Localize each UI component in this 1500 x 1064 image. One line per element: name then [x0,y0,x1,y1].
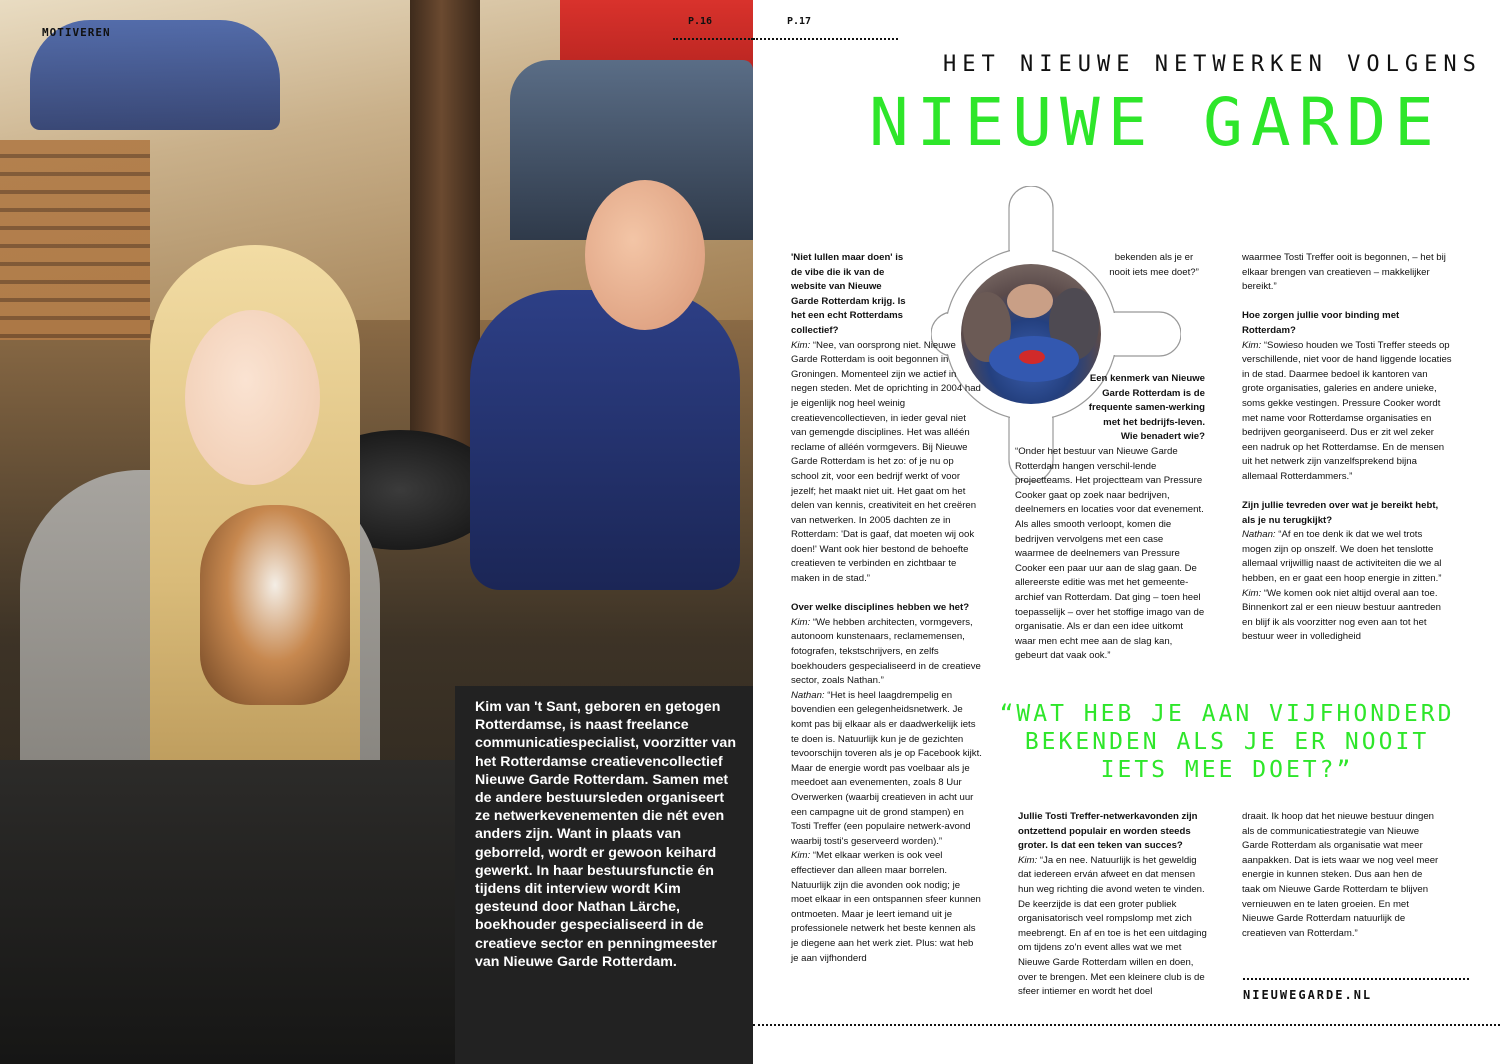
answer-5: “Onder het bestuur van Nieuwe Garde Rotterdam hangen verschil-lende projectteams. Het projectteam van Pressure Cooker gaat op zoek naar bedrijven, deelnemers en locaties voor dat evenement. Als alles smooth verloopt, komen die bedrijven vervolgens met een case waarmee de deelnemers van Pressure Cooker een paar uur aan de slag gaan. De allereerste editie was met het gemeente-archief van Rotterdam. Dat ging – toen heel toepasselijk – over het stoffige imago van de organisatie. Als er dan een idee uitkomt waar men echt mee aan de slag kan, gebeurt dat vaak ook.” [1015,445,1205,662]
answer-8: “Af en toe denk ik dat we wel trots mogen zijn op onszelf. We doen het tenslotte allemaal vrijwillig naast de activiteiten die we al hebben, en er gaat een hoop energie in zitten.” [1242,529,1442,585]
article-column-2-lower [1018,810,1210,1000]
answer-7: “Sowieso houden we Tosti Treffer steeds op verschillende, niet voor de hand liggende locaties in de stad. Daarmee bedoel ik kantoren van grote organisaties, galeries en andere unieke, soms gekke vestingen. Pressure Cooker wordt met name voor Rotterdamse organisaties en bedrijven georganiseerd. Dus er zit wel zeker een nadruk op het Rotterdamse. En de mensen uit het netwerk zijn vanzelfsprekend bijna allemaal Rotterdammers.” [1242,339,1452,482]
speaker-label: Kim: [791,850,811,862]
speaker-label: Kim: [791,616,811,628]
right-page [753,0,1500,1064]
woman-face [185,310,320,485]
terrace-bench [0,140,150,340]
article-column-3-lower [1242,810,1442,941]
pull-quote: “WAT HEB JE AAN VIJFHONDERD BEKENDEN ALS JE ER NOOIT IETS MEE DOET?” [999,701,1455,783]
answer-3: “Het is heel laagdrempelig en bovendien een gelegenheidsnetwerk. Je komt pas bij elkaar als er daadwerkelijk iets te doen is. Natuurlijk kun je de gezichten tevoorschijn toveren als je op Facebook kijkt. Maar de energie wordt pas voelbaar als je meedoet aan evenementen, zoals 8 Uur Overwerken (waarbij creatieven in acht uur een campagne uit de grond stampen) en Tosti Treffer (een populaire netwerk-avond waarbij tosti's geserveerd worden).” [791,689,982,847]
question-6: Zijn jullie tevreden over wat je bereikt hebt, als je nu terugkijkt? [1242,500,1439,526]
speaker-label: Kim: [1242,339,1262,351]
beagle-dog [200,505,350,705]
top-dotted-rule-left [673,38,753,40]
continued-text-3: waarmee Tosti Treffer ooit is begonnen, – het bij elkaar brengen van creatieven – makkelijker bereikt.” [1242,252,1446,293]
speaker-label: Nathan: [791,689,825,701]
speaker-label: Nathan: [1242,529,1276,541]
article-column-2 [1015,372,1205,664]
speaker-label: Kim: [1018,854,1038,866]
article-column-3 [1242,251,1452,645]
answer-1: “Nee, van oorsprong niet. Nieuwe Garde Rotterdam is ooit begonnen in Groningen. Momenteel zijn we actief in negen steden. Met de oprichting in 2004 had je eigenlijk nog heel weinig creatievencollectieven, in ieder geval niet van gemengde disciplines. Het was alléén reclame of alléén vormgevers. Bij Nieuwe Garde Rotterdam is het zo: of je nu op school zit, voor een bedrijf werkt of voor jezelf; het maakt niet uit. Het gaat om het delen van kennis, creativiteit en het creëren van netwerken. In 2005 dachten ze in Rotterdam: 'Dat is gaaf, dat moeten wij ook doen!' Want ook hier bestond de behoefte creatieven te verbinden en zichtbaar te maken in de stad.” [791,339,981,585]
answer-6: “Ja en nee. Natuurlijk is het geweldig dat iedereen erván afweet en dat mensen hun weg richting die avond weten te vinden. De keerzijde is dat een groter publiek organisatorisch veel rompslomp met zich meebrengt. En af en toe is het een uitdaging om tijdens zo'n event alles wat we met Nieuwe Garde Rotterdam willen en doen, over te brengen. Met een kleinere club is de sfeer intiemer en wordt het doel [1018,854,1207,998]
top-dotted-rule [753,38,898,40]
answer-10: draait. Ik hoop dat het nieuwe bestuur dingen als de communicatiestrategie van Nieuwe Garde Rotterdam als organisatie wat meer aanpakken. Dat is iets waar we nog veel meer energie in kunnen steken. Dus aan hen de taak om Nieuwe Garde Rotterdam te blijven vernieuwen en te laten groeien. En met Nieuwe Garde Rotterdam natuurlijk de creatieven van Rotterdam.” [1242,811,1439,939]
headline: NIEUWE GARDE [869,84,1442,161]
man-shirt [470,290,740,590]
bottom-dotted-rule [753,1024,1500,1026]
question-3: Een kenmerk van Nieuwe Garde Rotterdam is de frequente samen-werking met het bedrijfs-leven. Wie benadert wie? [1088,373,1205,443]
article-column-1 [791,251,983,966]
page-number-right: P.17 [787,16,812,27]
page-number-left: P.16 [688,16,713,27]
section-label: MOTIVEREN [42,26,111,39]
question-4: Jullie Tosti Treffer-netwerkavonden zijn ontzettend populair en worden steeds groter. Is dat een teken van succes? [1018,811,1198,852]
answer-2: “We hebben architecten, vormgevers, autonoom kunstenaars, reclamemensen, fotografen, tekstschrijvers, en zelfs boekhouders gespecialiseerd in de creatieve sector, zoals Nathan.” [791,616,981,687]
article-column-2-top [1108,251,1200,280]
photo-heads [1007,284,1053,318]
speaker-label: Kim: [791,339,811,351]
answer-9: “We komen ook niet altijd overal aan toe. Binnenkort zal er een nieuw bestuur aantreden en blijf ik als voorzitter nog even aan tot het bestuur weer in volledigheid [1242,587,1441,643]
man-head [585,180,705,330]
question-5: Hoe zorgen jullie voor binding met Rotterdam? [1242,310,1400,336]
caption-box [455,686,753,1064]
website-link[interactable]: NIEUWEGARDE.NL [1243,988,1373,1002]
speaker-label: Kim: [1242,587,1262,599]
headline-kicker: HET NIEUWE NETWERKEN VOLGENS [943,52,1482,77]
question-2: Over welke disciplines hebben we het? [791,602,970,614]
caption-text: Kim van 't Sant, geboren en getogen Rotterdamse, is naast freelance communicatiespecialist, voorzitter van het Rotterdamse creatievencollectief Nieuwe Garde Rotterdam. Samen met de andere bestuursleden organiseert ze netwerkevenementen die nét even anders zijn. Want in plaats van geborreld, wordt er gewoon keihard gewerkt. In haar bestuursfunctie én tijdens dit interview wordt Kim gesteund door Nathan Lärche, boekhouder gespecialiseerd in de creatieve sector en penningmeester van Nieuwe Garde Rotterdam. [475,699,736,970]
question-1: 'Niet lullen maar doen' is de vibe die ik van de website van Nieuwe Garde Rotterdam krijg. Is het een echt Rotterdams collectief? [791,252,906,336]
answer-4: “Met elkaar werken is ook veel effectiever dan alleen maar borrelen. Natuurlijk zijn die avonden ook nodig; je moet elkaar in een ontspannen sfeer kunnen ontmoeten. Maar je leert iemand uit je professionele netwerk het beste kennen als je diegene aan het werk ziet. Plus: wat heb je aan vijfhonderd [791,850,981,964]
website-dotted-rule [1243,978,1469,980]
continued-text: bekenden als je er nooit iets mee doet?” [1109,252,1199,278]
photo-red-caps [1019,350,1045,364]
